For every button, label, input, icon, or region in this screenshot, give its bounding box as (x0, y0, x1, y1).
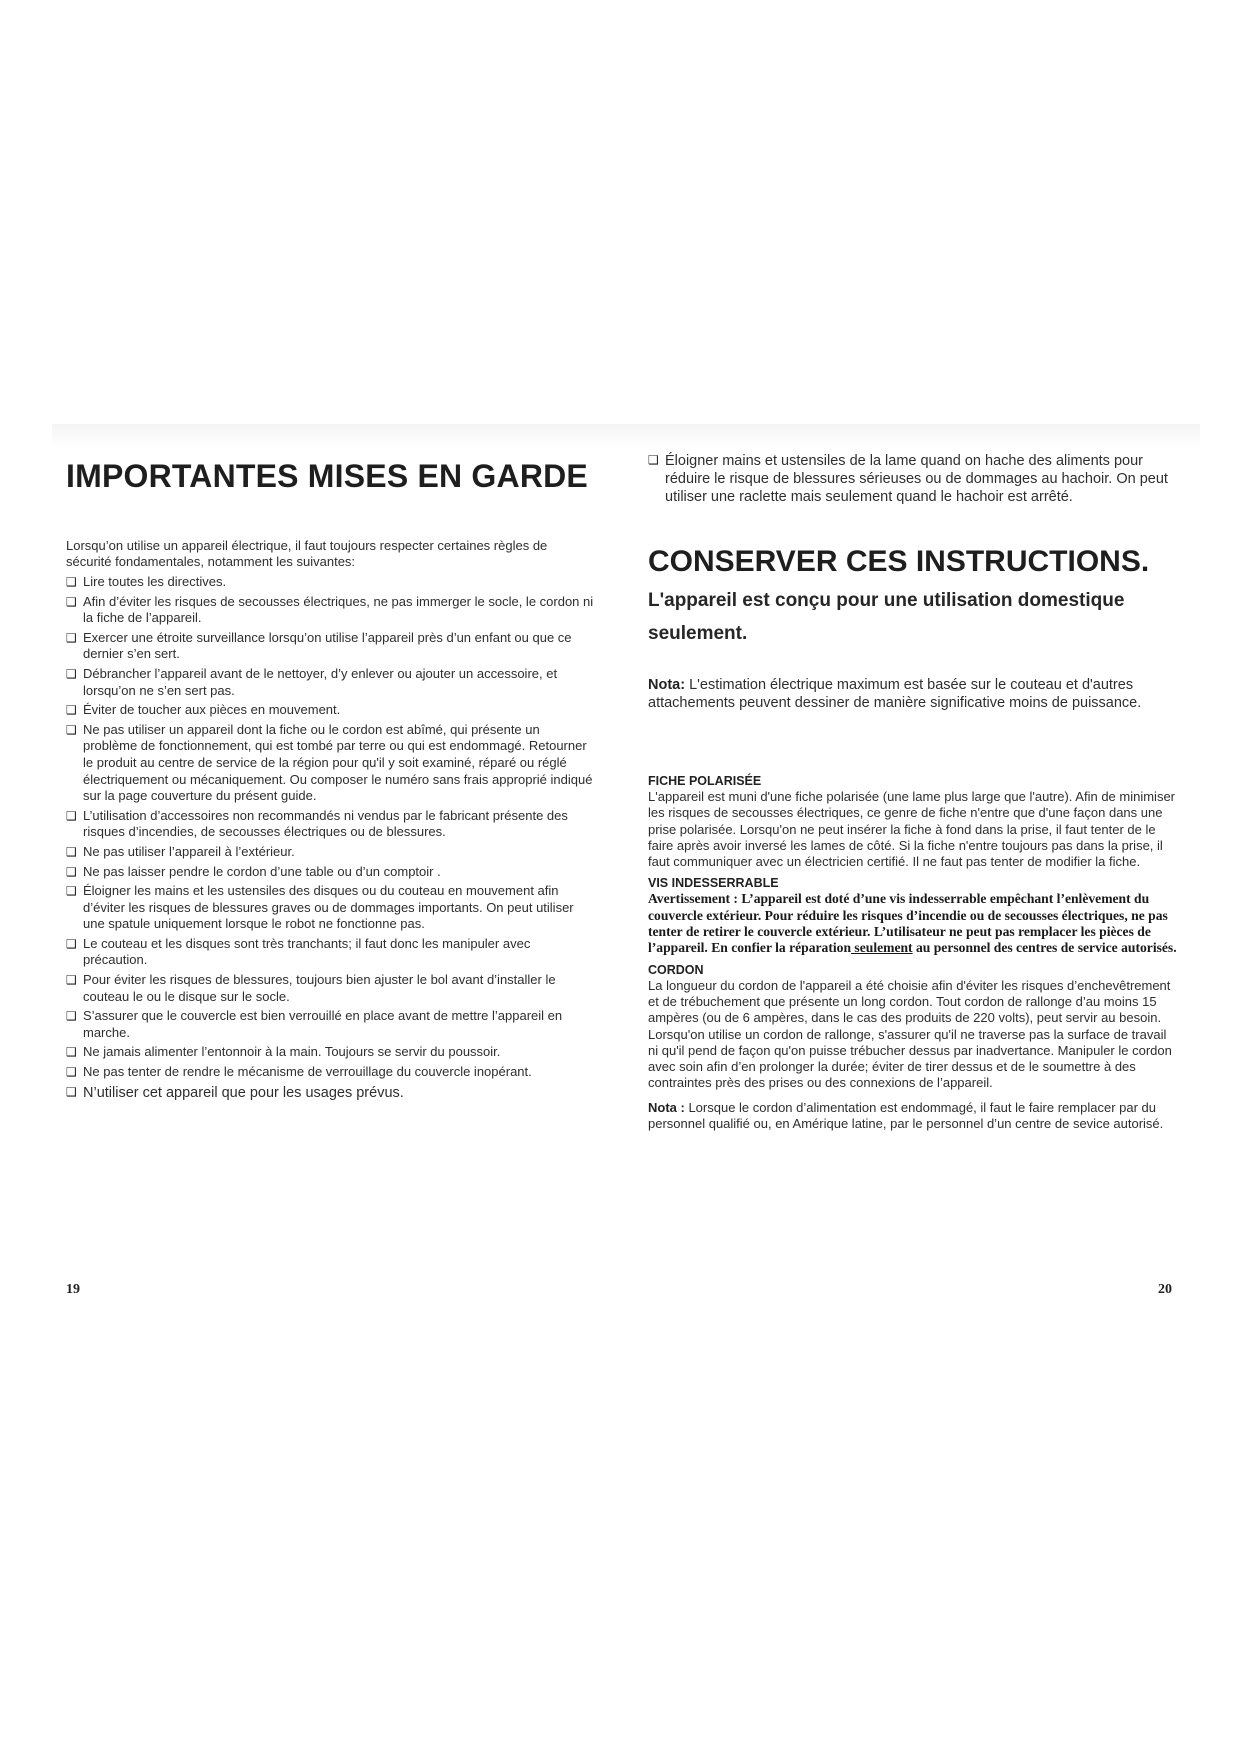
list-item (66, 936, 596, 969)
list-item-text: L’utilisation d’accessoires non recommandés ni vendus par le fabricant présente des risques d’incendies, de secousses électriques ou de blessures. (83, 807, 568, 840)
checkbox-icon: ❑ (66, 973, 77, 988)
list-item-text: N’utiliser cet appareil que pour les usages prévus. (83, 1084, 404, 1101)
left-page (66, 448, 596, 1105)
list-item-text: Débrancher l’appareil avant de le nettoyer, d’y enlever ou ajouter un accessoire, et lorsqu’on ne s’en sert pas. (83, 665, 558, 698)
warning-text-end: au personnel des centres de service autorisés. (912, 940, 1177, 956)
warning-text: Avertissement : L’appareil est doté d’une vis indesserrable empêchant l’enlèvement du couvercle extérieur. Pour réduire les risques d’incendie ou de secousses électriques, ne pas tenter de retirer le couvercle extérieur. L’utilisateur ne peut pas remplacer les pièces de l’appareil. En confier la réparation (648, 891, 1168, 956)
page-number-right: 20 (1158, 1282, 1172, 1297)
list-item-text: Exercer une étroite surveillance lorsqu’on utilise l’appareil près d’un enfant ou que ce dernier s’en sert. (83, 629, 572, 662)
page-number-left: 19 (66, 1282, 80, 1297)
list-item (66, 574, 596, 591)
checkbox-icon: ❑ (66, 1009, 77, 1024)
list-item-text: Éviter de toucher aux pièces en mouvement. (83, 702, 341, 718)
checkbox-icon: ❑ (66, 722, 77, 737)
tamper-screw-warning (648, 891, 1180, 956)
list-item-text: Ne pas laisser pendre le cordon d’une table ou d’un comptoir . (83, 863, 441, 879)
list-item (66, 883, 596, 933)
list-item-text: Le couteau et les disques sont très tranchants; il faut donc les manipuler avec précaution. (83, 935, 531, 968)
note-text: L'estimation électrique maximum est basée sur le couteau et d'autres attachements peuvent dessiner de manière significative moins de puissance. (648, 677, 1142, 711)
list-item (66, 702, 596, 719)
polarized-plug-text: L'appareil est muni d'une fiche polarisée (une lame plus large que l'autre). Afin de minimiser les risques de secousses électriques, ce genre de fiche n'entre que d'une façon dans une prise polarisée. Lorsqu'on ne peut insérer la fiche à fond dans la prise, il faut tenter de le faire après avoir inversé les lames de côté. Si la fiche n'entre toujours pas dans la prise, il faut communiquer avec un électricien certifié. Il ne faut pas tenter de modifier la fiche. (648, 789, 1176, 870)
cord-text: La longueur du cordon de l'appareil a été choisie afin d'éviter les risques d’enchevêtrement et de trébuchement que présente un long cordon. Tout cordon de rallonge d’au moins 15 ampères (ou de 6 ampères, dans le cas des produits de 220 volts), peut servir au besoin. Lorsqu'on utilise un cordon de rallonge, s'assurer qu'il ne traverse pas la surface de travail ni qu'il pend de façon qu'on puisse trébucher dessus par inadvertance. Manipuler le cordon avec soin afin d’en prolonger la durée; éviter de tirer dessus et de le soumettre à des contraintes près des prises ou des connexions de l’appareil. (648, 977, 1172, 1091)
checkbox-icon: ❑ (648, 453, 659, 467)
checkbox-icon: ❑ (66, 1065, 77, 1080)
save-instructions-heading: CONSERVER CES INSTRUCTIONS. (648, 545, 1150, 578)
list-item (66, 722, 596, 805)
chopper-safeguard-list (648, 452, 1180, 506)
list-item-text: Éloigner les mains et les ustensiles des disques ou du couteau en mouvement afin d’éviter les risques de blessures graves ou de dommages importants. On peut utiliser une spatule uniquement lorsque le robot ne fonctionne pas. (83, 883, 574, 932)
safeguards-list (66, 574, 596, 1102)
list-item (66, 808, 596, 841)
page-header-shade (52, 424, 1200, 448)
checkbox-icon: ❑ (66, 936, 77, 951)
checkbox-icon: ❑ (66, 864, 77, 879)
tamper-screw-heading: VIS INDESSERRABLE (648, 876, 779, 891)
list-item (66, 666, 596, 699)
checkbox-icon: ❑ (66, 884, 77, 899)
list-item (66, 1084, 596, 1102)
cord-heading: CORDON (648, 962, 704, 977)
list-item-text: S’assurer que le couvercle est bien verrouillé en place avant de mettre l’appareil en marche. (83, 1008, 563, 1040)
checkbox-icon: ❑ (66, 1045, 77, 1060)
household-use-note: L'appareil est conçu pour une utilisation domestique seulement. (648, 590, 1125, 644)
list-item (66, 864, 596, 881)
warning-emphasis: seulement (851, 940, 913, 956)
checkbox-icon: ❑ (66, 844, 77, 859)
list-item-text: Ne pas utiliser l’appareil à l’extérieur. (83, 843, 295, 859)
list-item-text: Ne pas utiliser un appareil dont la fiche ou le cordon est abîmé, qui présente un problème de fonctionnement, qui est tombé par terre ou qui est endommagé. Retourner le produit au centre de service de la région pour qu'il y soit examiné, réparé ou réglé électriquement ou mécaniquement. Ou composer le numéro sans frais approprié indiqué sur la page couverture du présent guide. (83, 721, 593, 804)
list-item-text: Éloigner mains et ustensiles de la lame quand on hache des aliments pour réduire le risque de blessures sérieuses ou de dommages au hachoir. On peut utiliser une raclette mais seulement quand le hachoir est arrêté. (665, 453, 1168, 505)
safeguards-intro: Lorsqu’on utilise un appareil électrique, il faut toujours respecter certaines règles de sécurité fondamentales, notamment les suivantes: (66, 538, 548, 569)
power-rating-note (648, 676, 1180, 712)
list-item-text: Ne jamais alimenter l’entonnoir à la main. Toujours se servir du poussoir. (83, 1044, 501, 1060)
checkbox-icon: ❑ (66, 808, 77, 823)
checkbox-icon: ❑ (66, 703, 77, 718)
list-item (66, 1044, 596, 1061)
checkbox-icon: ❑ (66, 594, 77, 609)
list-item (66, 844, 596, 861)
list-item (66, 630, 596, 663)
note-label: Nota : (648, 1099, 685, 1115)
checkbox-icon: ❑ (66, 666, 77, 681)
list-item-text: Afin d’éviter les risques de secousses électriques, ne pas immerger le socle, le cordon ni la fiche de l’appareil. (83, 593, 594, 626)
list-item-text: Lire toutes les directives. (83, 574, 227, 589)
damaged-cord-note (648, 1100, 1180, 1133)
list-item (66, 594, 596, 627)
list-item-text: Ne pas tenter de rendre le mécanisme de verrouillage du couvercle inopérant. (83, 1064, 532, 1080)
checkbox-icon: ❑ (66, 1084, 77, 1099)
list-item-text: Pour éviter les risques de blessures, toujours bien ajuster le bol avant d’installer le couteau le ou le disque sur le socle. (83, 972, 556, 1004)
checkbox-icon: ❑ (66, 575, 77, 589)
note-label: Nota: (648, 677, 686, 693)
right-page (648, 452, 1180, 1132)
list-item (66, 1064, 596, 1081)
list-item (66, 972, 596, 1005)
note-text: Lorsque le cordon d’alimentation est endommagé, il faut le faire remplacer par du personnel qualifié ou, en Amérique latine, par le personnel d’un centre de sevice autorisé. (648, 1099, 1164, 1132)
safeguards-title: IMPORTANTES MISES EN GARDE (66, 458, 588, 494)
list-item (66, 1008, 596, 1041)
polarized-plug-heading: FICHE POLARISÉE (648, 774, 762, 788)
checkbox-icon: ❑ (66, 630, 77, 645)
list-item (648, 452, 1180, 506)
